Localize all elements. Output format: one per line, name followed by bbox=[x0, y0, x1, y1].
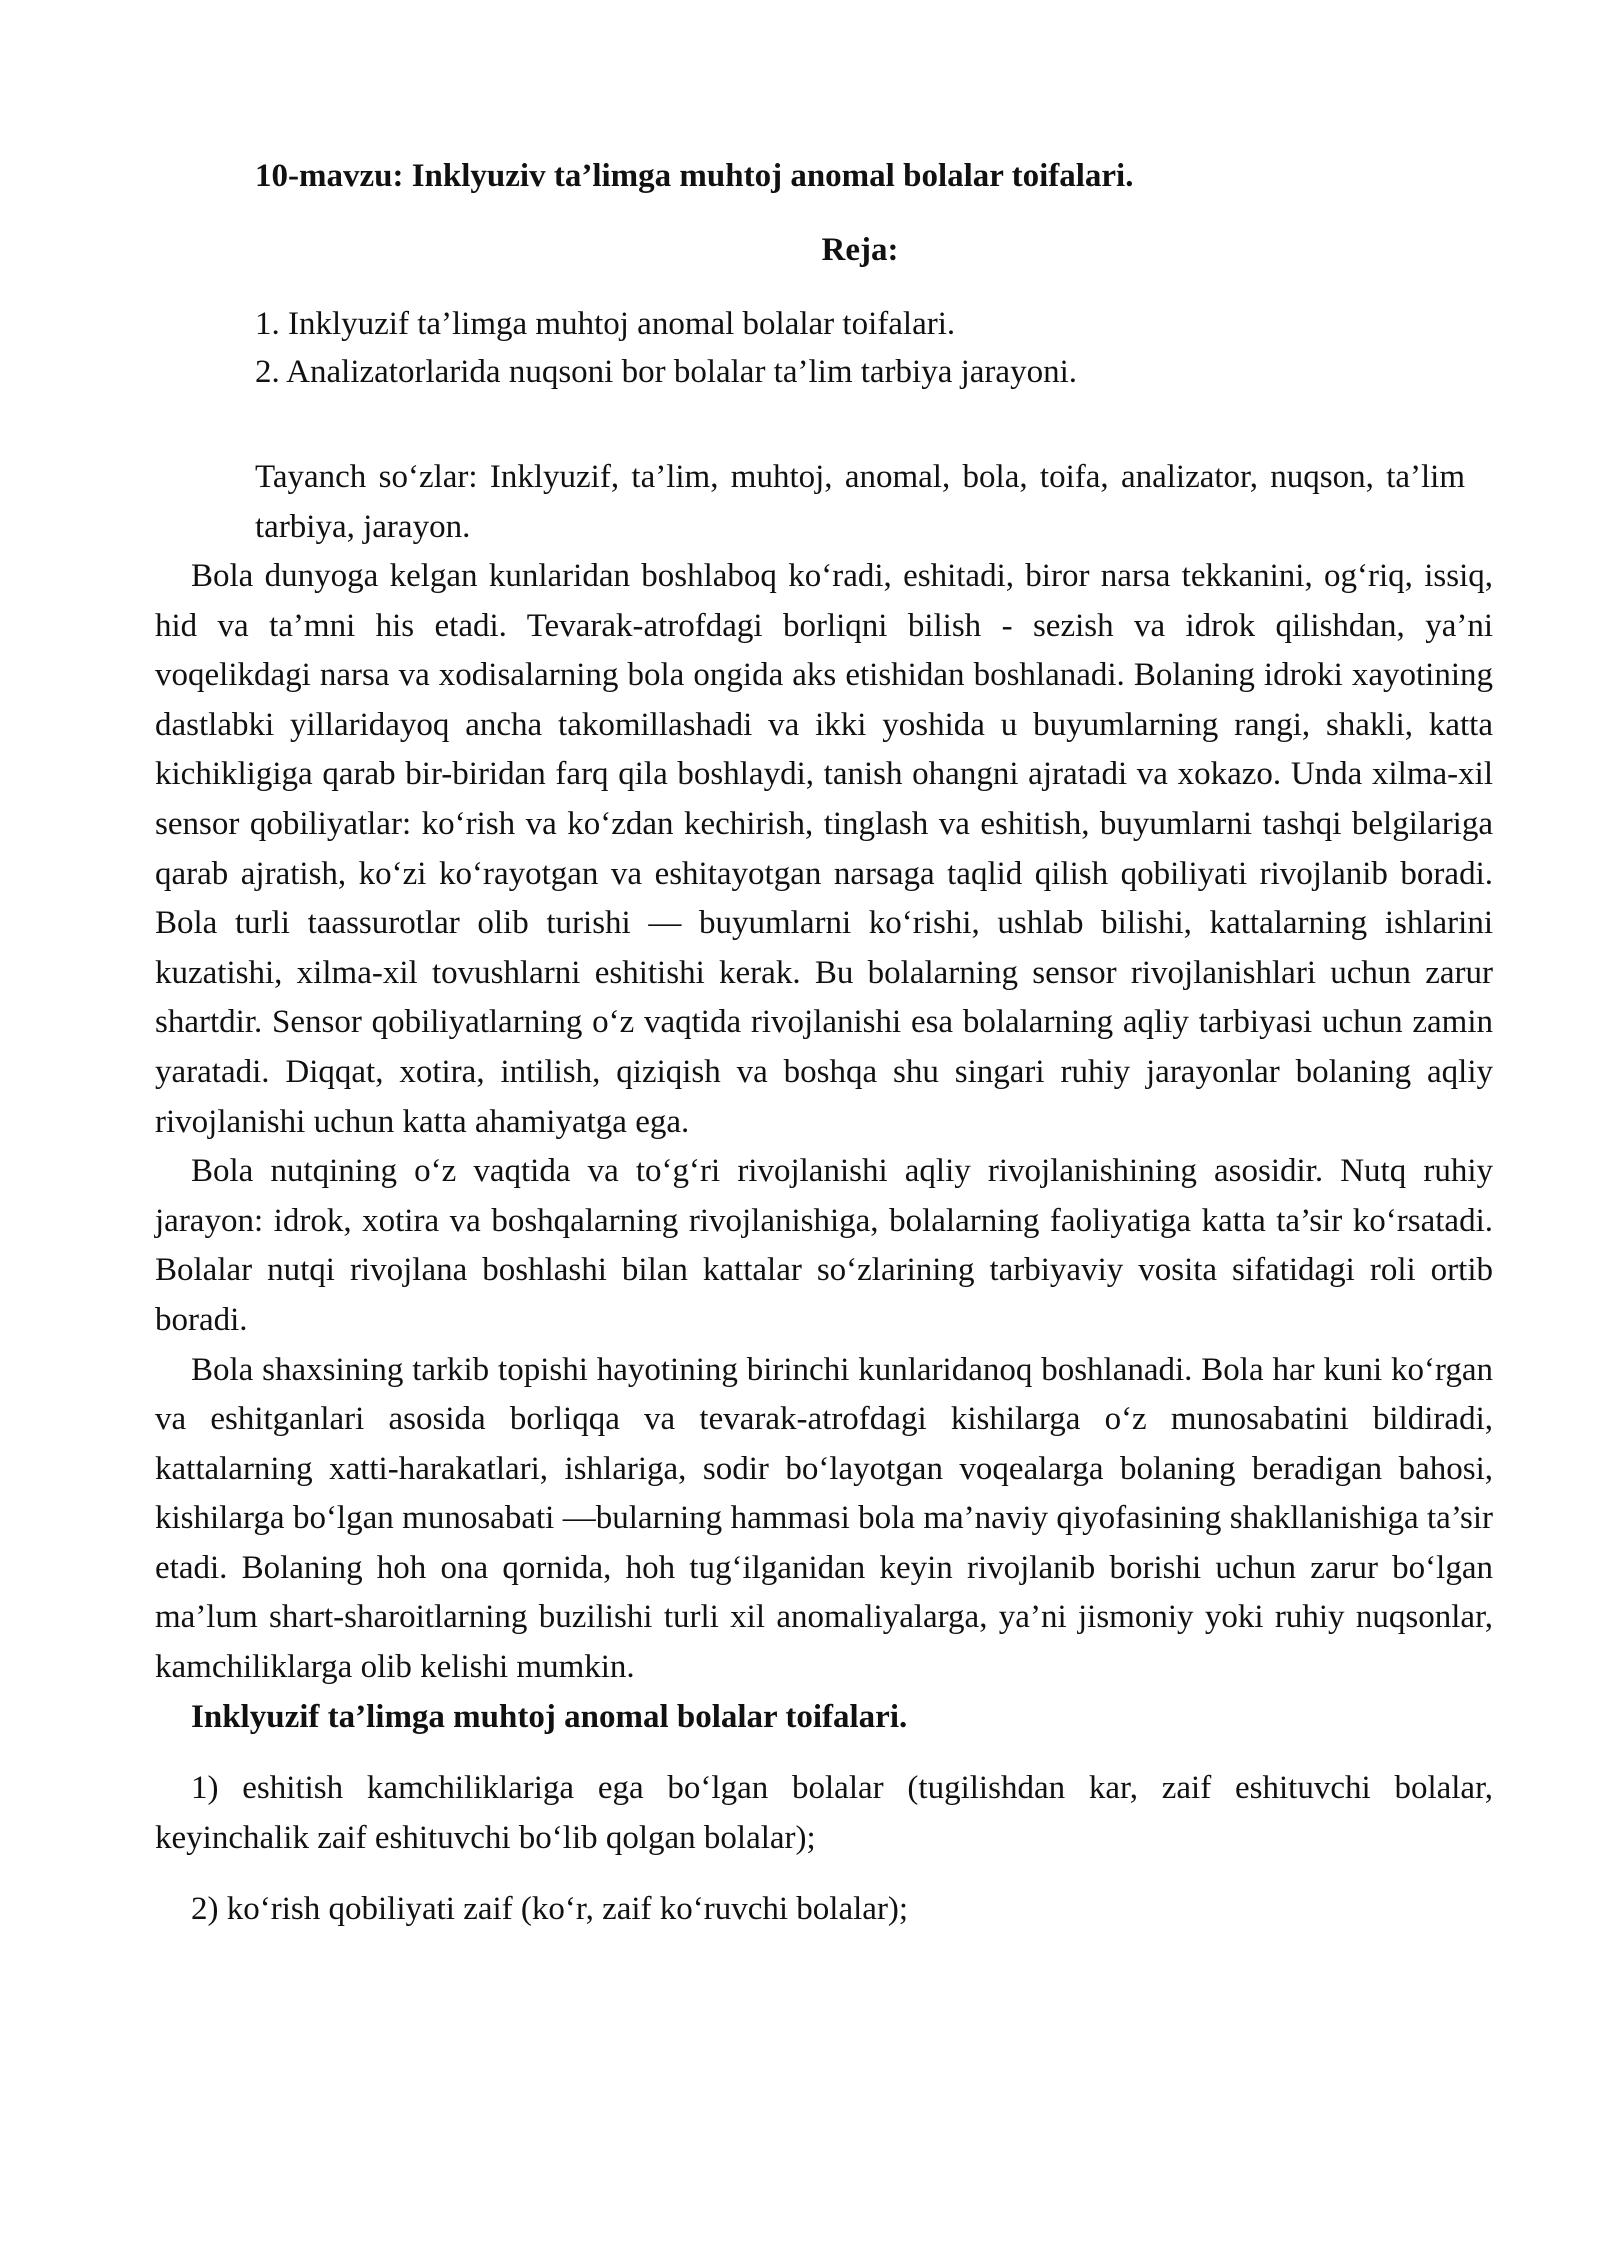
paragraph: Bola dunyoga kelgan kunlaridan boshlaboq ko‘radi, eshitadi, biror narsa tekkanini, og‘riq, issiq, hid va ta’mni his etadi. Tevarak-atrofdagi borliqni bilish - sezish va idrok qilishdan, ya’ni voqelikdagi narsa va xodisalarning bola ongida aks etishidan boshlanadi. Bolaning idroki xayotining dastlabki yillaridayoq ancha takomillashadi va ikki yoshida u buyumlarning rangi, shakli, katta kichikligiga qarab bir-biridan farq qila boshlaydi, tanish ohangni ajratadi va xokazo. Unda xilma-xil sensor qobiliyatlar: ko‘rish va ko‘zdan kechirish, tinglash va eshitish, buyumlarni tashqi belgilariga qarab ajratish, ko‘zi ko‘rayotgan va eshitayotgan narsaga taqlid qilish qobiliyati rivojlanib boradi. Bola turli taassurotlar olib turishi — buyumlarni ko‘rishi, ushlab bilishi, kattalarning ishlarini kuzatishi, xilma-xil tovushlarni eshitishi kerak. Bu bolalarning sensor rivojlanishlari uchun zarur shartdir. Sensor qobiliyatlarning o‘z vaqtida rivojlanishi esa bolalarning aqliy tarbiyasi uchun zamin yaratadi. Diqqat, xotira, intilish, qiziqish va boshqa shu singari ruhiy jarayonlar bolaning aqliy rivojlanishi uchun katta ahamiyatga ega. bbox=[155, 558, 1493, 1140]
paragraph: Bola shaxsining tarkib topishi hayotining birinchi kunlaridanoq boshlanadi. Bola har kuni ko‘rgan va eshitganlari asosida borliqqa va tevarak-atrofdagi kishilarga o‘z munosabatini bildiradi, kattalarning xatti-harakatlari, ishlariga, sodir bo‘layotgan voqealarga bolaning beradigan bahosi, kishilarga bo‘lgan munosabati —bularning hammasi bola ma’naviy qiyofasining shakllanishiga ta’sir etadi. Bolaning hoh ona qornida, hoh tug‘ilganidan keyin rivojlanib borishi uchun zarur bo‘lgan ma’lum shart-sharoitlarning buzilishi turli xil anomaliyalarga, ya’ni jismoniy yoki ruhiy nuqsonlar, kamchiliklarga olib kelishi mumkin. bbox=[155, 1351, 1493, 1686]
plan-item: 2. Analizatorlarida nuqsoni bor bolalar ta’lim tarbiya jarayoni. bbox=[255, 354, 1077, 390]
body-text bbox=[155, 552, 1493, 1935]
topic-title: 10-mavzu: Inklyuziv ta’limga muhtoj anomal bolalar toifalari. bbox=[255, 158, 1134, 194]
plan-heading: Reja: bbox=[821, 232, 899, 268]
plan-item: 1. Inklyuzif ta’limga muhtoj anomal bolalar toifalari. bbox=[255, 306, 956, 342]
list-item: 1) eshitish kamchiliklariga ega bo‘lgan bolalar (tugilishdan kar, zaif eshituvchi bolalar, keyinchalik zaif eshituvchi bo‘lib qolgan bolalar); bbox=[155, 1770, 1493, 1856]
paragraph: Bola nutqining o‘z vaqtida va to‘g‘ri rivojlanishi aqliy rivojlanishining asosidir. Nutq ruhiy jarayon: idrok, xotira va boshqalarning rivojlanishiga, bolalarning faoliyatiga katta ta’sir ko‘rsatadi. Bolalar nutqi rivojlana boshlashi bilan kattalar so‘zlarining tarbiyaviy vosita sifatidagi roli ortib boradi. bbox=[155, 1153, 1493, 1338]
list-item: 2) ko‘rish qobiliyati zaif (ko‘r, zaif ko‘ruvchi bolalar); bbox=[191, 1891, 909, 1928]
plan-list bbox=[255, 300, 1077, 396]
section-heading: Inklyuzif ta’limga muhtoj anomal bolalar toifalari. bbox=[191, 1698, 908, 1735]
keywords-paragraph: Tayanch so‘zlar: Inklyuzif, ta’lim, muhtoj, anomal, bola, toifa, analizator, nuqson, ta’lim tarbiya, jarayon. bbox=[255, 459, 1465, 545]
